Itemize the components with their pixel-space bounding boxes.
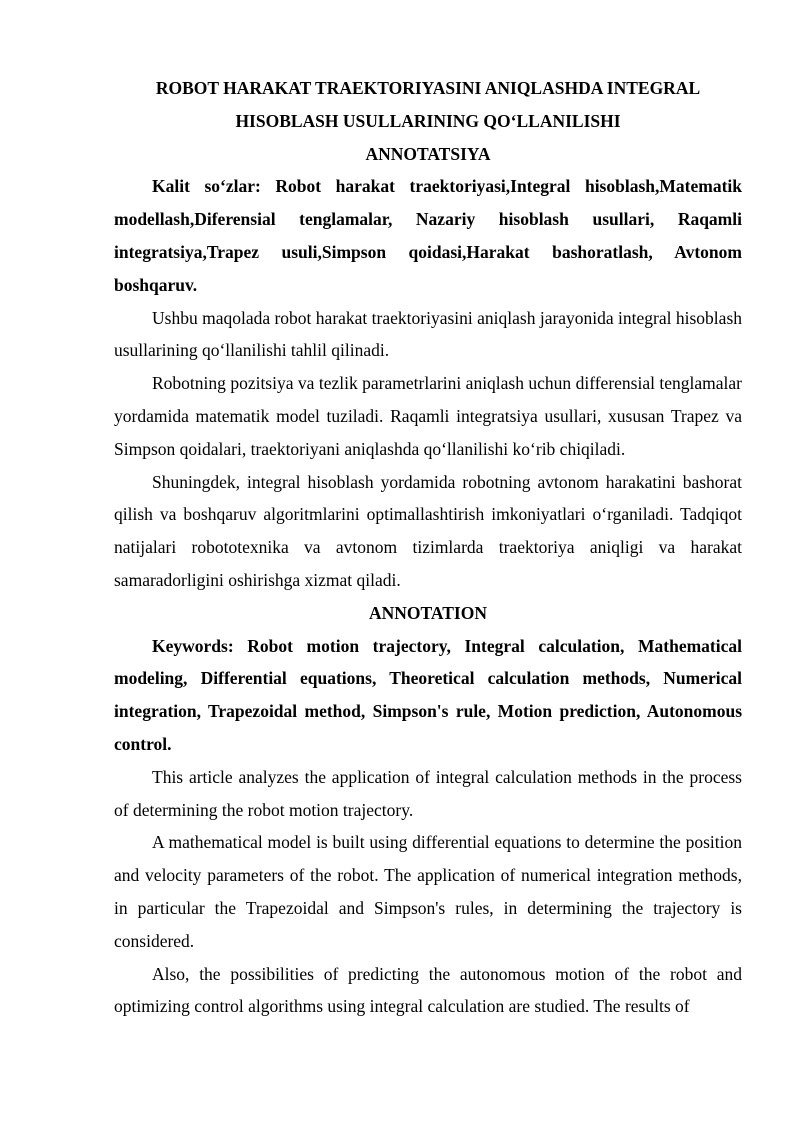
en-paragraph-3: Also, the possibilities of predicting the autonomous motion of the robot and optimizing control algorithms using integral calculation are studied. The results of — [114, 963, 742, 1017]
en-paragraph-2: A mathematical model is built using differential equations to determine the position and velocity parameters of the robot. The application of numerical integration methods, in particular the Trapezoidal and Simpson's rules, in determining the trajectory is considered. — [114, 832, 742, 951]
en-annotation-heading: ANNOTATION — [369, 602, 487, 623]
en-keywords: Keywords: Robot motion trajectory, Integral calculation, Mathematical modeling, Differential equations, Theoretical calculation methods, Numerical integration, Trapezoidal method, Simpson's rule, Motion prediction, Autonomous control. — [114, 635, 742, 754]
uz-annotation-heading: ANNOTATSIYA — [365, 143, 491, 164]
uz-keywords: Kalit so‘zlar: Robot harakat traektoriyasi,Integral hisoblash,Matematik modellash,Diferensial tenglamalar, Nazariy hisoblash usullari, Raqamli integratsiya,Trapez usuli,Simpson qoidasi,Harakat bashoratlash, Avtonom boshqaruv. — [114, 176, 742, 295]
en-paragraph-1: This article analyzes the application of integral calculation methods in the process of determining the robot motion trajectory. — [114, 766, 742, 820]
uz-paragraph-2: Robotning pozitsiya va tezlik parametrlarini aniqlash uchun differensial tenglamalar yordamida matematik model tuziladi. Raqamli integratsiya usullari, xususan Trapez va Simpson qoidalari, traektoriyani aniqlashda qo‘llanilishi ko‘rib chiqiladi. — [114, 373, 742, 459]
document-page — [114, 72, 742, 1023]
document-title: ROBOT HARAKAT TRAEKTORIYASINI ANIQLASHDA INTEGRAL HISOBLASH USULLARINING QO‘LLANILISHI — [155, 78, 701, 131]
uz-paragraph-3: Shuningdek, integral hisoblash yordamida robotning avtonom harakatini bashorat qilish va boshqaruv algoritmlarini optimallashtirish imkoniyatlari o‘rganiladi. Tadqiqot natijalari robototexnika va avtonom tizimlarda traektoriya aniqligi va harakat samaradorligini oshirishga xizmat qiladi. — [114, 471, 742, 590]
uz-paragraph-1: Ushbu maqolada robot harakat traektoriyasini aniqlash jarayonida integral hisoblash usullarining qo‘llanilishi tahlil qilinadi. — [114, 307, 742, 361]
